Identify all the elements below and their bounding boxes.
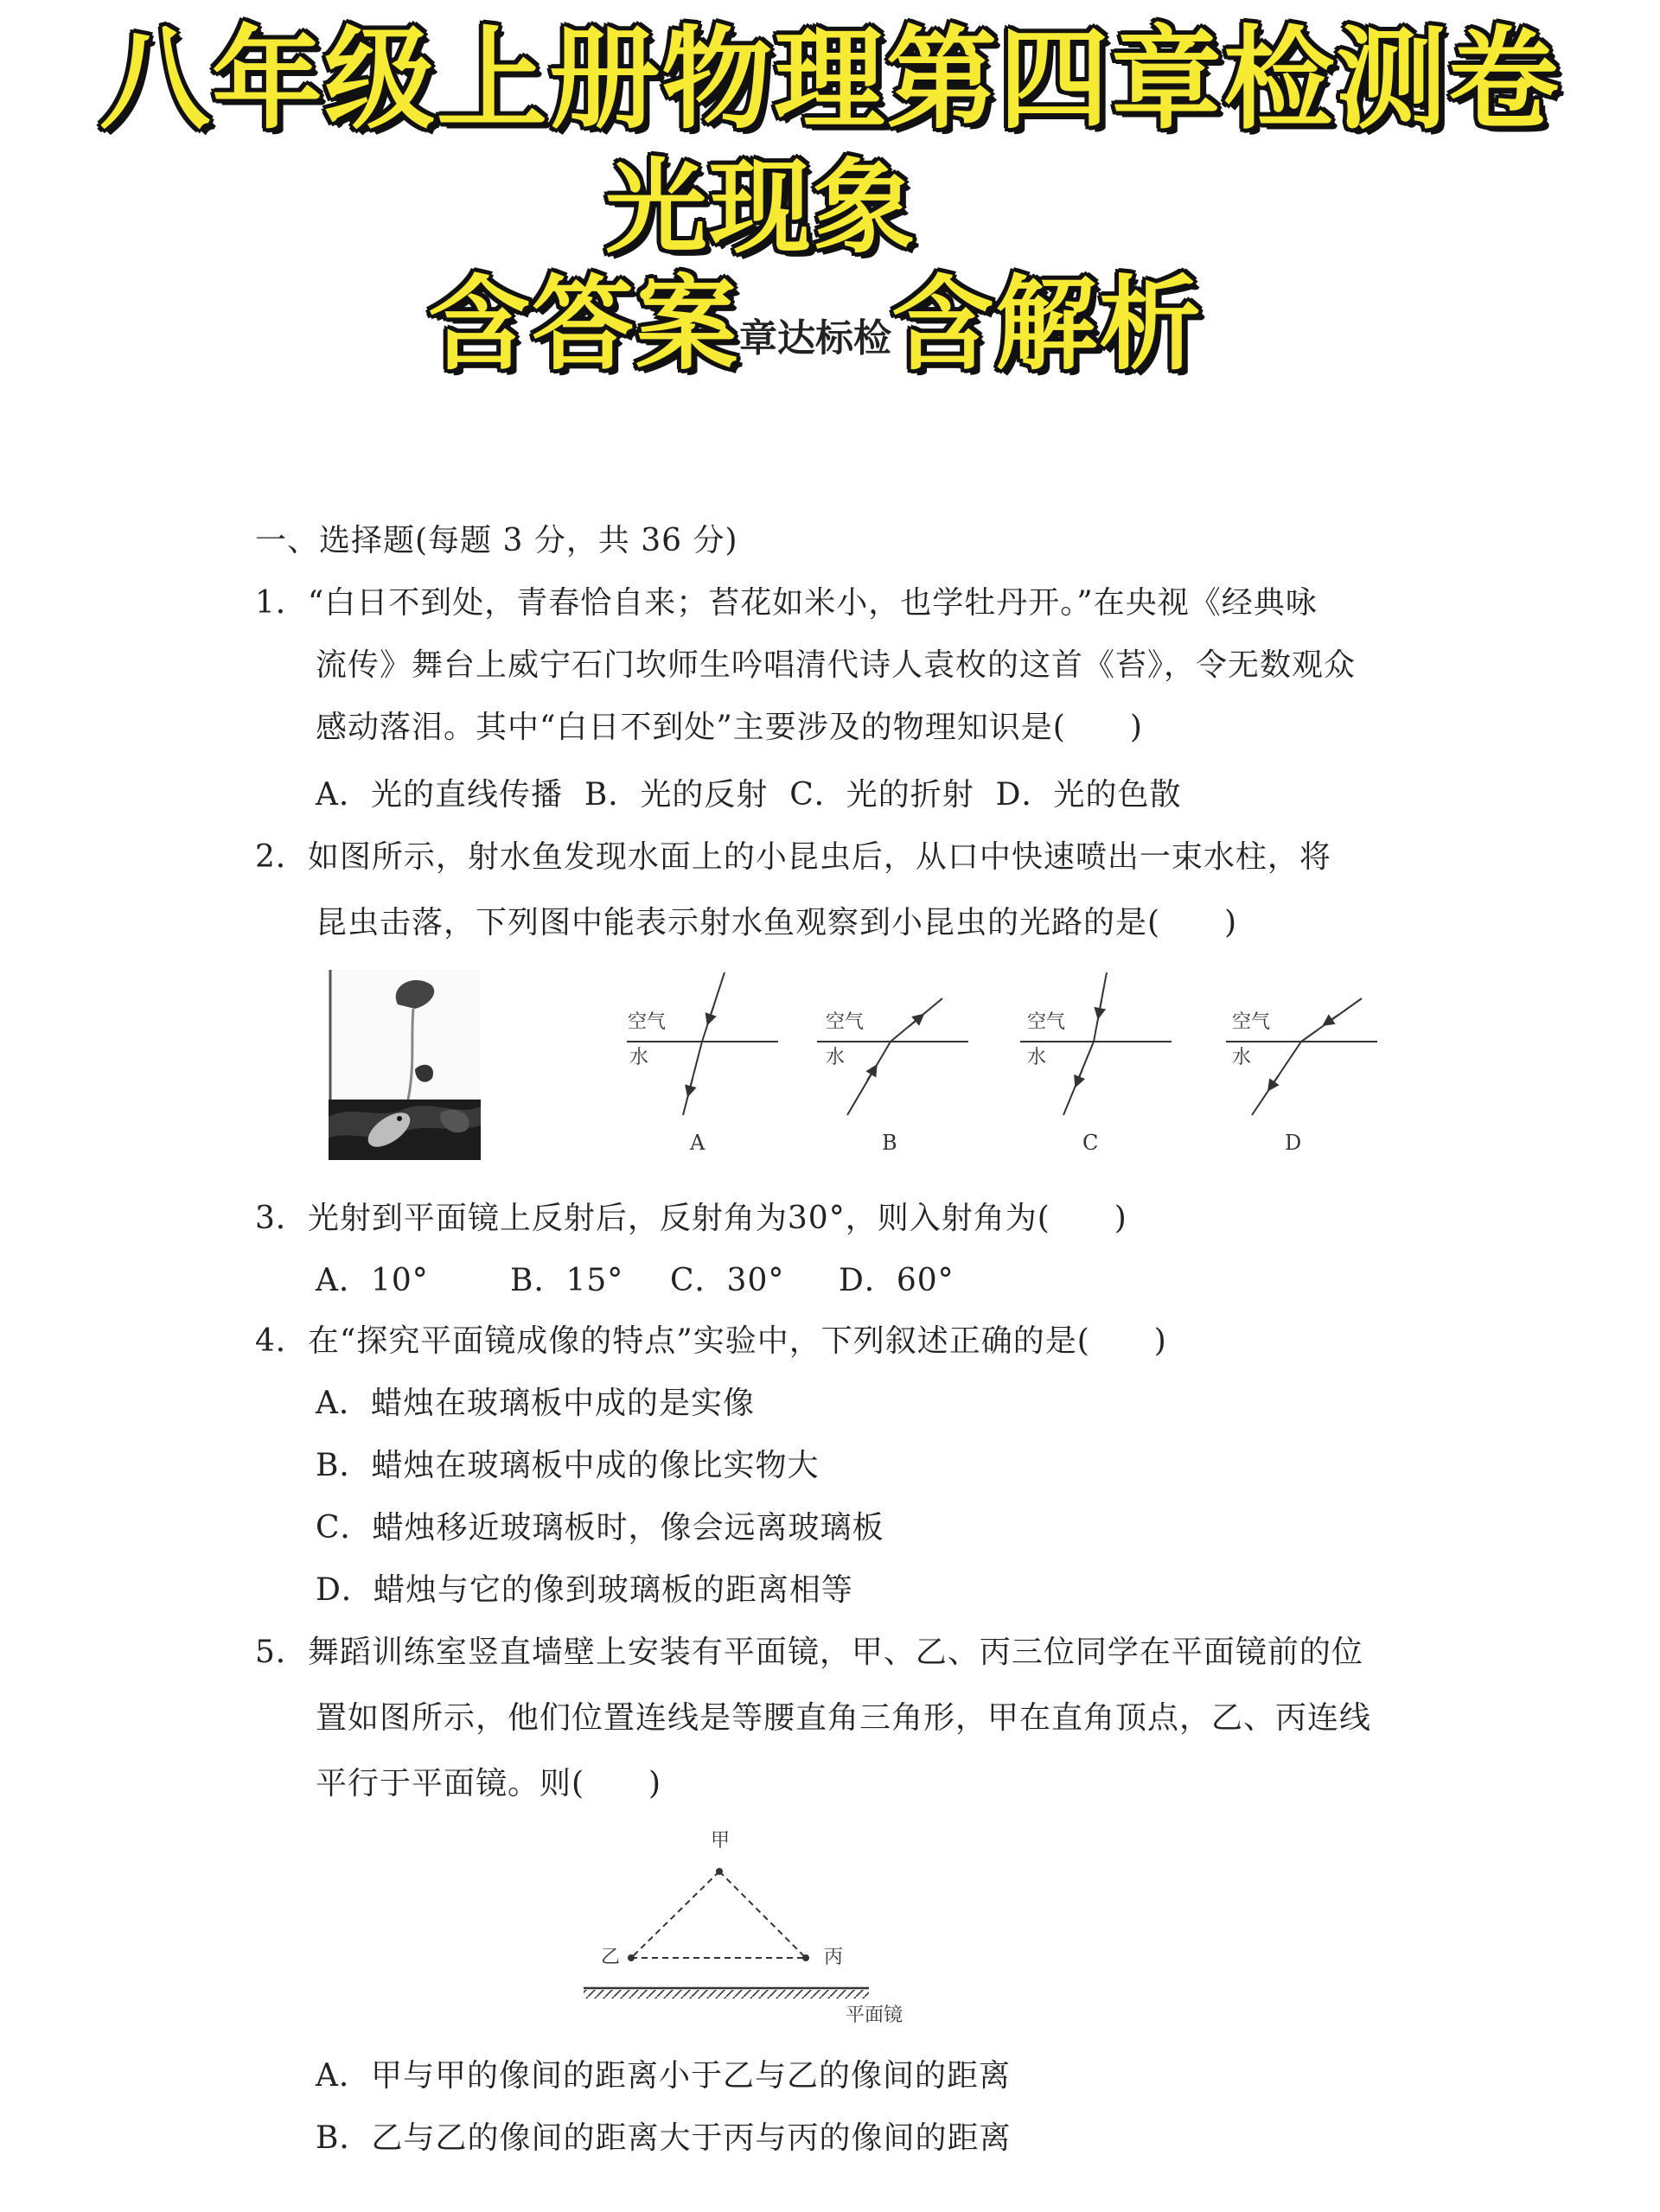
archer-fish-photo xyxy=(329,970,481,1160)
diagram-a-label: A xyxy=(690,1131,706,1155)
title-line-3 xyxy=(428,264,1293,399)
diagram-b xyxy=(817,998,968,1155)
q5-line-1: 5．舞蹈训练室竖直墙壁上安装有平面镜，甲、乙、丙三位同学在平面镜前的位 xyxy=(255,1635,1363,1670)
q5-option-b: B．乙与乙的像间的距离大于丙与丙的像间的距离 xyxy=(316,2120,1012,2156)
diagram-c-label: C xyxy=(1082,1131,1099,1155)
q1-line-3: 感动落泪。其中“白日不到处”主要涉及的物理知识是( ) xyxy=(316,710,1143,745)
q3-option-c: C．30° xyxy=(670,1263,785,1298)
diagram-d-label: D xyxy=(1285,1131,1302,1155)
mirror-position-figure xyxy=(571,1824,951,2031)
q2-line-1: 2．如图所示，射水鱼发现水面上的小昆虫后，从口中快速喷出一束水柱，将 xyxy=(255,839,1331,875)
q3-option-b: B．15° xyxy=(510,1263,624,1298)
diagram-d xyxy=(1226,998,1377,1155)
q4-option-d: D．蜡烛与它的像到玻璃板的距离相等 xyxy=(316,1572,853,1608)
title-line-1: 八年级上册物理第四章检测卷 xyxy=(99,16,1561,144)
position-yi-label: 乙 xyxy=(601,1947,621,1968)
diagram-b-air-label: 空气 xyxy=(826,1011,865,1033)
q3-option-a: A．10° xyxy=(316,1263,429,1298)
diagram-c-air-label: 空气 xyxy=(1027,1011,1066,1033)
section-heading: 一、选择题(每题 3 分，共 36 分) xyxy=(255,523,738,558)
light-path-diagrams xyxy=(605,964,1401,1167)
q4-option-b: B．蜡烛在玻璃板中成的像比实物大 xyxy=(316,1448,820,1483)
diagram-a-air-label: 空气 xyxy=(628,1011,667,1033)
q3-line-1: 3．光射到平面镜上反射后，反射角为30°，则入射角为( ) xyxy=(255,1201,1127,1236)
q4-line-1: 4．在“探究平面镜成像的特点”实验中，下列叙述正确的是( ) xyxy=(255,1323,1167,1359)
diagram-a xyxy=(627,972,778,1155)
q5-line-2: 置如图所示，他们位置连线是等腰直角三角形，甲在直角顶点，乙、丙连线 xyxy=(316,1700,1372,1736)
diagram-d-air-label: 空气 xyxy=(1232,1011,1271,1033)
position-jia-label: 甲 xyxy=(711,1830,731,1852)
q5-option-a: A．甲与甲的像间的距离小于乙与乙的像间的距离 xyxy=(316,2058,1011,2094)
diagram-a-water-label: 水 xyxy=(629,1047,649,1068)
diagram-b-label: B xyxy=(882,1131,897,1155)
title-answers: 含答案 xyxy=(428,265,740,384)
diagram-c xyxy=(1020,972,1172,1155)
diagram-c-water-label: 水 xyxy=(1027,1047,1047,1068)
mirror-label: 平面镜 xyxy=(846,2005,903,2026)
position-bing-label: 丙 xyxy=(824,1947,844,1968)
original-title-fragment: 章达标检 xyxy=(739,316,892,360)
q1-options: A．光的直线传播 B．光的反射 C．光的折射 D．光的色散 xyxy=(316,777,1182,813)
q4-option-c: C．蜡烛移近玻璃板时，像会远离玻璃板 xyxy=(316,1510,884,1546)
q4-option-a: A．蜡烛在玻璃板中成的是实像 xyxy=(316,1386,755,1421)
diagram-d-water-label: 水 xyxy=(1232,1047,1252,1068)
q2-line-2: 昆虫击落，下列图中能表示射水鱼观察到小昆虫的光路的是( ) xyxy=(316,905,1238,940)
q5-line-3: 平行于平面镜。则( ) xyxy=(316,1766,662,1801)
q3-option-d: D．60° xyxy=(839,1263,954,1298)
title-line-2: 光现象 xyxy=(605,148,917,267)
diagram-b-water-label: 水 xyxy=(826,1047,846,1068)
title-analysis: 含解析 xyxy=(891,265,1204,384)
q1-line-1: 1．“白日不到处，青春恰自来；苔花如米小，也学牡丹开。”在央视《经典咏 xyxy=(255,585,1318,621)
q1-line-2: 流传》舞台上威宁石门坎师生吟唱清代诗人袁枚的这首《苔》，令无数观众 xyxy=(316,647,1357,683)
